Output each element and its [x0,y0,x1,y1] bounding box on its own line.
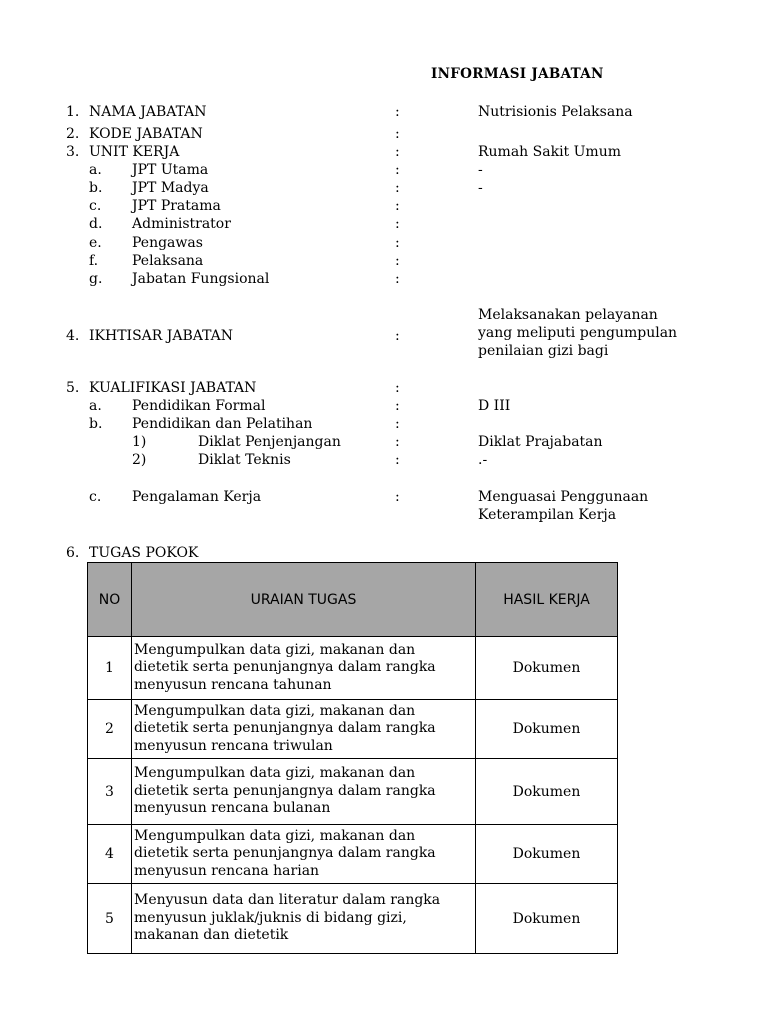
colon: : [395,104,400,120]
unit-sub-value: - [478,180,483,196]
row-number: 3 [88,759,132,825]
diklat-penjenjangan-value: Diklat Prajabatan [478,434,603,450]
uraian-line: dietetik serta penunjangnya dalam rangka [134,659,436,676]
nama-jabatan-value: Nutrisionis Pelaksana [478,104,633,120]
ikhtisar-jabatan-label: IKHTISAR JABATAN [89,328,234,344]
item-number: 3. [66,144,80,160]
colon: : [395,235,400,251]
table-row [88,759,618,825]
unit-sub-label: JPT Utama [132,162,209,178]
sub-letter: b. [89,180,103,196]
ikhtisar-line: yang meliputi pengumpulan [478,325,678,341]
uraian-line: Mengumpulkan data gizi, makanan dan [134,765,416,782]
colon: : [395,271,400,287]
colon: : [395,144,400,160]
unit-sub-label: Administrator [132,216,231,232]
row-hasil: Dokumen [476,825,618,884]
unit-kerja-value: Rumah Sakit Umum [478,144,621,160]
row-uraian [132,700,476,759]
item-number: 4. [66,328,80,344]
row-hasil: Dokumen [476,884,618,954]
kualifikasi-jabatan-label: KUALIFIKASI JABATAN [89,380,257,396]
kode-jabatan-label: KODE JABATAN [89,126,203,142]
document-title: INFORMASI JABATAN [431,66,604,82]
ikhtisar-line: penilaian gizi bagi [478,343,609,359]
sub-number: 1) [132,434,147,450]
colon: : [395,162,400,178]
colon: : [395,416,400,432]
sub-letter: b. [89,416,103,432]
row-number: 1 [88,637,132,700]
sub-letter: a. [89,398,102,414]
row-hasil: Dokumen [476,637,618,700]
colon: : [395,180,400,196]
sub-letter: g. [89,271,103,287]
unit-sub-label: JPT Madya [132,180,209,196]
row-hasil: Dokumen [476,759,618,825]
ikhtisar-jabatan-value [478,306,678,360]
row-uraian [132,759,476,825]
uraian-line: Mengumpulkan data gizi, makanan dan [134,702,416,719]
uraian-line: dietetik serta penunjangnya dalam rangka [134,720,436,737]
uraian-line: menyusun rencana tahunan [134,676,332,693]
row-number: 4 [88,825,132,884]
pengalaman-line: Menguasai Penggunaan [478,489,649,505]
uraian-line: menyusun rencana harian [134,862,320,879]
pendidikan-pelatihan-label: Pendidikan dan Pelatihan [132,416,313,432]
colon: : [395,253,400,269]
colon: : [395,452,400,468]
colon: : [395,216,400,232]
colon: : [395,489,400,505]
colon: : [395,380,400,396]
uraian-line: makanan dan dietetik [134,927,289,944]
sub-letter: a. [89,162,102,178]
sub-letter: c. [89,198,102,214]
item-number: 2. [66,126,80,142]
table-row [88,700,618,759]
diklat-teknis-label: Diklat Teknis [198,452,291,468]
uraian-line: Mengumpulkan data gizi, makanan dan [134,827,416,844]
uraian-line: menyusun juklak/juknis di bidang gizi, [134,909,407,926]
tugas-pokok-label: TUGAS POKOK [89,545,199,561]
uraian-line: dietetik serta penunjangnya dalam rangka [134,845,436,862]
row-hasil: Dokumen [476,700,618,759]
uraian-line: menyusun rencana triwulan [134,737,333,754]
unit-sub-value: - [478,162,483,178]
row-uraian [132,637,476,700]
pengalaman-kerja-value [478,488,649,524]
colon: : [395,434,400,450]
pendidikan-formal-value: D III [478,398,511,414]
item-number: 1. [66,104,80,120]
table-row [88,637,618,700]
row-number: 5 [88,884,132,954]
diklat-teknis-value: .- [478,452,488,468]
item-number: 6. [66,545,80,561]
table-header-row [88,563,618,637]
row-uraian [132,825,476,884]
ikhtisar-line: Melaksanakan pelayanan [478,307,658,323]
sub-letter: f. [89,253,99,269]
colon: : [395,126,400,142]
header-hasil-kerja: HASIL KERJA [476,563,618,637]
nama-jabatan-label: NAMA JABATAN [89,104,207,120]
header-no: NO [88,563,132,637]
uraian-line: Menyusun data dan literatur dalam rangka [134,892,441,909]
row-uraian [132,884,476,954]
unit-sub-label: Pelaksana [132,253,204,269]
sub-letter: d. [89,216,103,232]
unit-sub-label: JPT Pratama [132,198,221,214]
table-row [88,825,618,884]
sub-letter: e. [89,235,102,251]
colon: : [395,398,400,414]
colon: : [395,198,400,214]
row-number: 2 [88,700,132,759]
pendidikan-formal-label: Pendidikan Formal [132,398,266,414]
item-number: 5. [66,380,80,396]
header-uraian-tugas: URAIAN TUGAS [132,563,476,637]
unit-sub-label: Jabatan Fungsional [132,271,270,287]
diklat-penjenjangan-label: Diklat Penjenjangan [198,434,341,450]
pengalaman-kerja-label: Pengalaman Kerja [132,489,262,505]
unit-kerja-label: UNIT KERJA [89,144,180,160]
uraian-line: dietetik serta penunjangnya dalam rangka [134,782,436,799]
sub-number: 2) [132,452,147,468]
sub-letter: c. [89,489,102,505]
uraian-line: Mengumpulkan data gizi, makanan dan [134,641,416,658]
table-row [88,884,618,954]
tugas-pokok-table [87,562,618,954]
uraian-line: menyusun rencana bulanan [134,800,331,817]
unit-sub-label: Pengawas [132,235,203,251]
colon: : [395,328,400,344]
pengalaman-line: Keterampilan Kerja [478,507,617,523]
